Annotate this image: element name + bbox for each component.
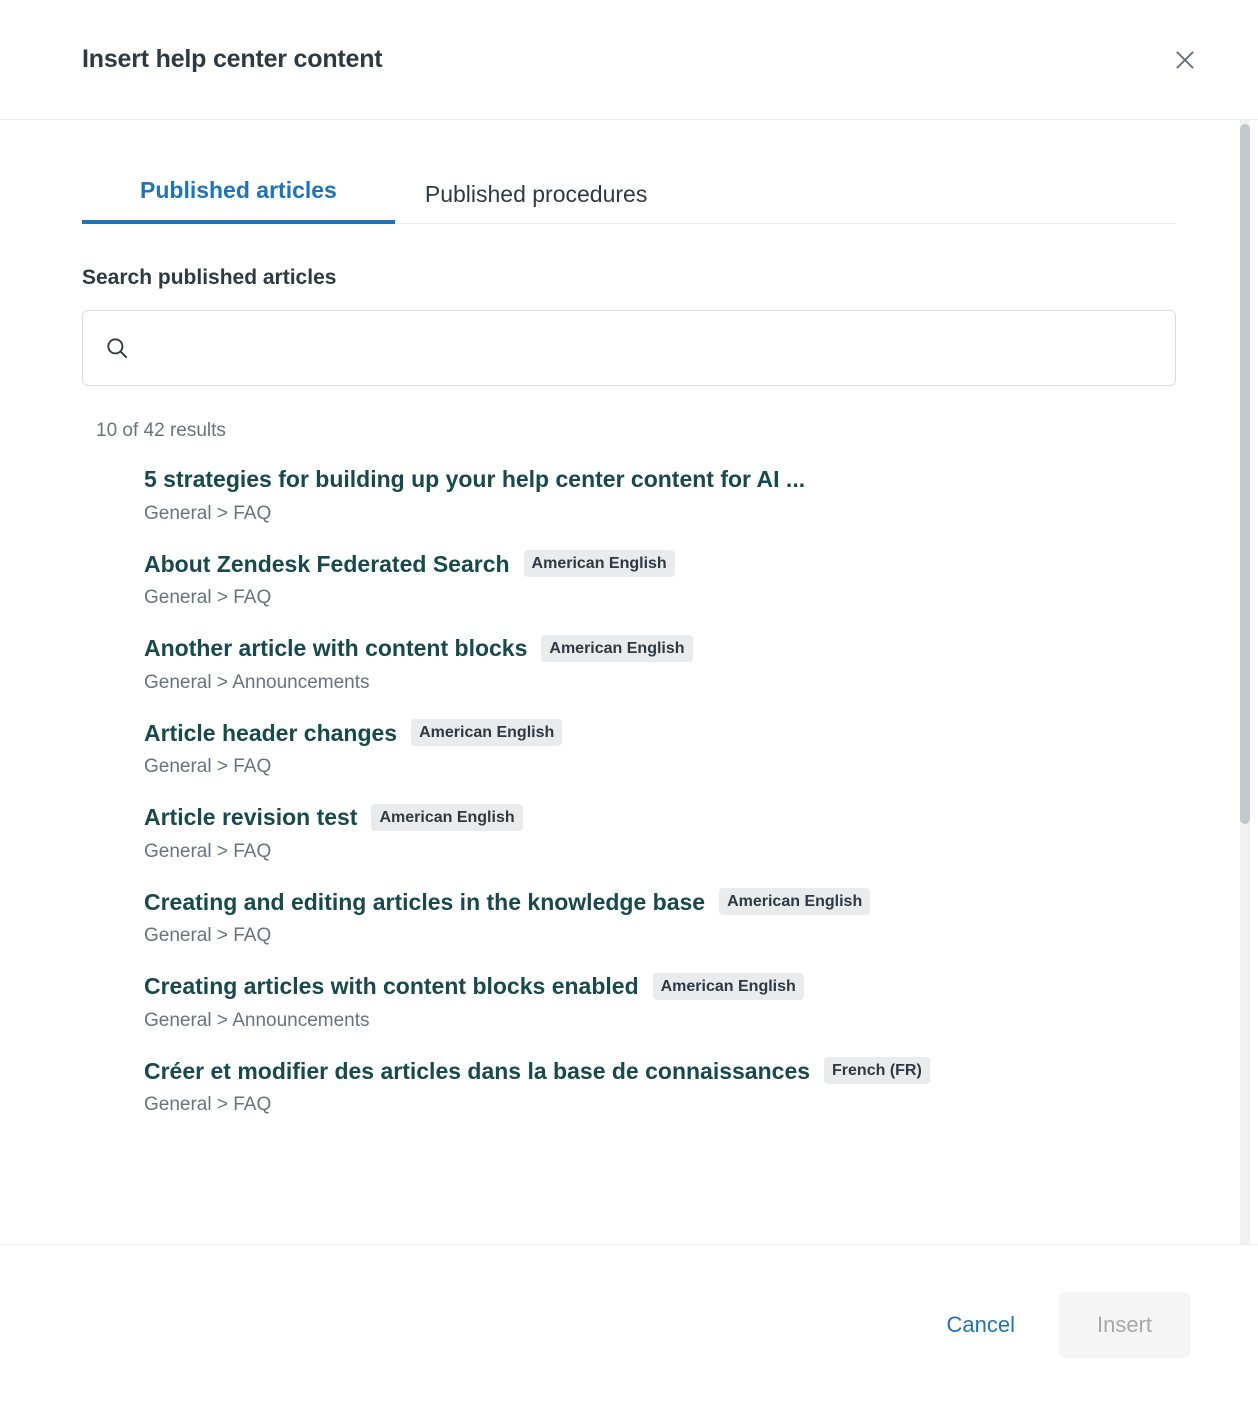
search-label: Search published articles [82,266,337,289]
result-path: General > FAQ [144,587,272,608]
scrollbar-thumb[interactable] [1240,124,1250,824]
tab-list [82,166,1176,224]
result-path: General > FAQ [144,925,272,946]
list-item[interactable] [144,883,1176,968]
tab-published-articles[interactable]: Published articles [82,177,395,224]
list-item[interactable] [144,629,1176,714]
close-icon[interactable] [1162,37,1208,83]
list-item[interactable] [144,714,1176,799]
locale-badge: American English [371,804,522,831]
result-path: General > Announcements [144,671,370,693]
result-title[interactable]: Another article with content blocks [144,635,528,661]
results-list [82,460,1176,1136]
result-title-row [144,967,1176,1006]
locale-badge: American English [541,635,692,662]
result-path: General > FAQ [144,840,272,862]
result-title-row [144,798,1176,837]
result-title-row [144,1052,1176,1091]
list-item[interactable] [144,460,1176,545]
cancel-button[interactable]: Cancel [924,1296,1036,1354]
result-title[interactable]: Creating and editing articles in the knowledge base [144,888,706,915]
locale-badge: American English [524,550,675,577]
result-title[interactable]: Article revision test [144,804,358,830]
result-title-row [144,629,1176,668]
page-title: Insert help center content [82,45,383,73]
result-title[interactable]: 5 strategies for building up your help center content for AI ... [144,466,806,492]
result-title[interactable]: About Zendesk Federated Search [144,550,510,577]
search-input[interactable] [82,310,1176,386]
result-title[interactable]: Creating articles with content blocks enabled [144,973,639,999]
result-title-row [144,883,1176,922]
result-path: General > FAQ [144,756,272,777]
result-title-row [144,714,1176,753]
result-path: General > FAQ [144,1094,272,1115]
result-path: General > FAQ [144,502,272,524]
result-path: General > Announcements [144,1009,370,1031]
result-title[interactable]: Article header changes [144,719,398,746]
result-title-row [144,545,1176,584]
search-field-wrapper [82,310,1176,386]
locale-badge: American English [411,719,562,746]
results-count: 10 of 42 results [96,420,226,441]
list-item[interactable] [144,798,1176,883]
list-item[interactable] [144,1052,1176,1137]
list-item[interactable] [144,545,1176,630]
dialog-footer [0,1244,1258,1404]
locale-badge: American English [653,973,804,1000]
result-title-row [144,460,1176,499]
locale-badge: French (FR) [824,1057,930,1084]
insert-button[interactable]: Insert [1059,1292,1190,1358]
locale-badge: American English [719,888,870,915]
tab-published-procedures[interactable]: Published procedures [395,181,677,224]
list-item[interactable] [144,967,1176,1052]
result-title[interactable]: Créer et modifier des articles dans la base de connaissances [144,1057,811,1084]
dialog-body [0,120,1258,1244]
dialog-header [0,0,1258,120]
